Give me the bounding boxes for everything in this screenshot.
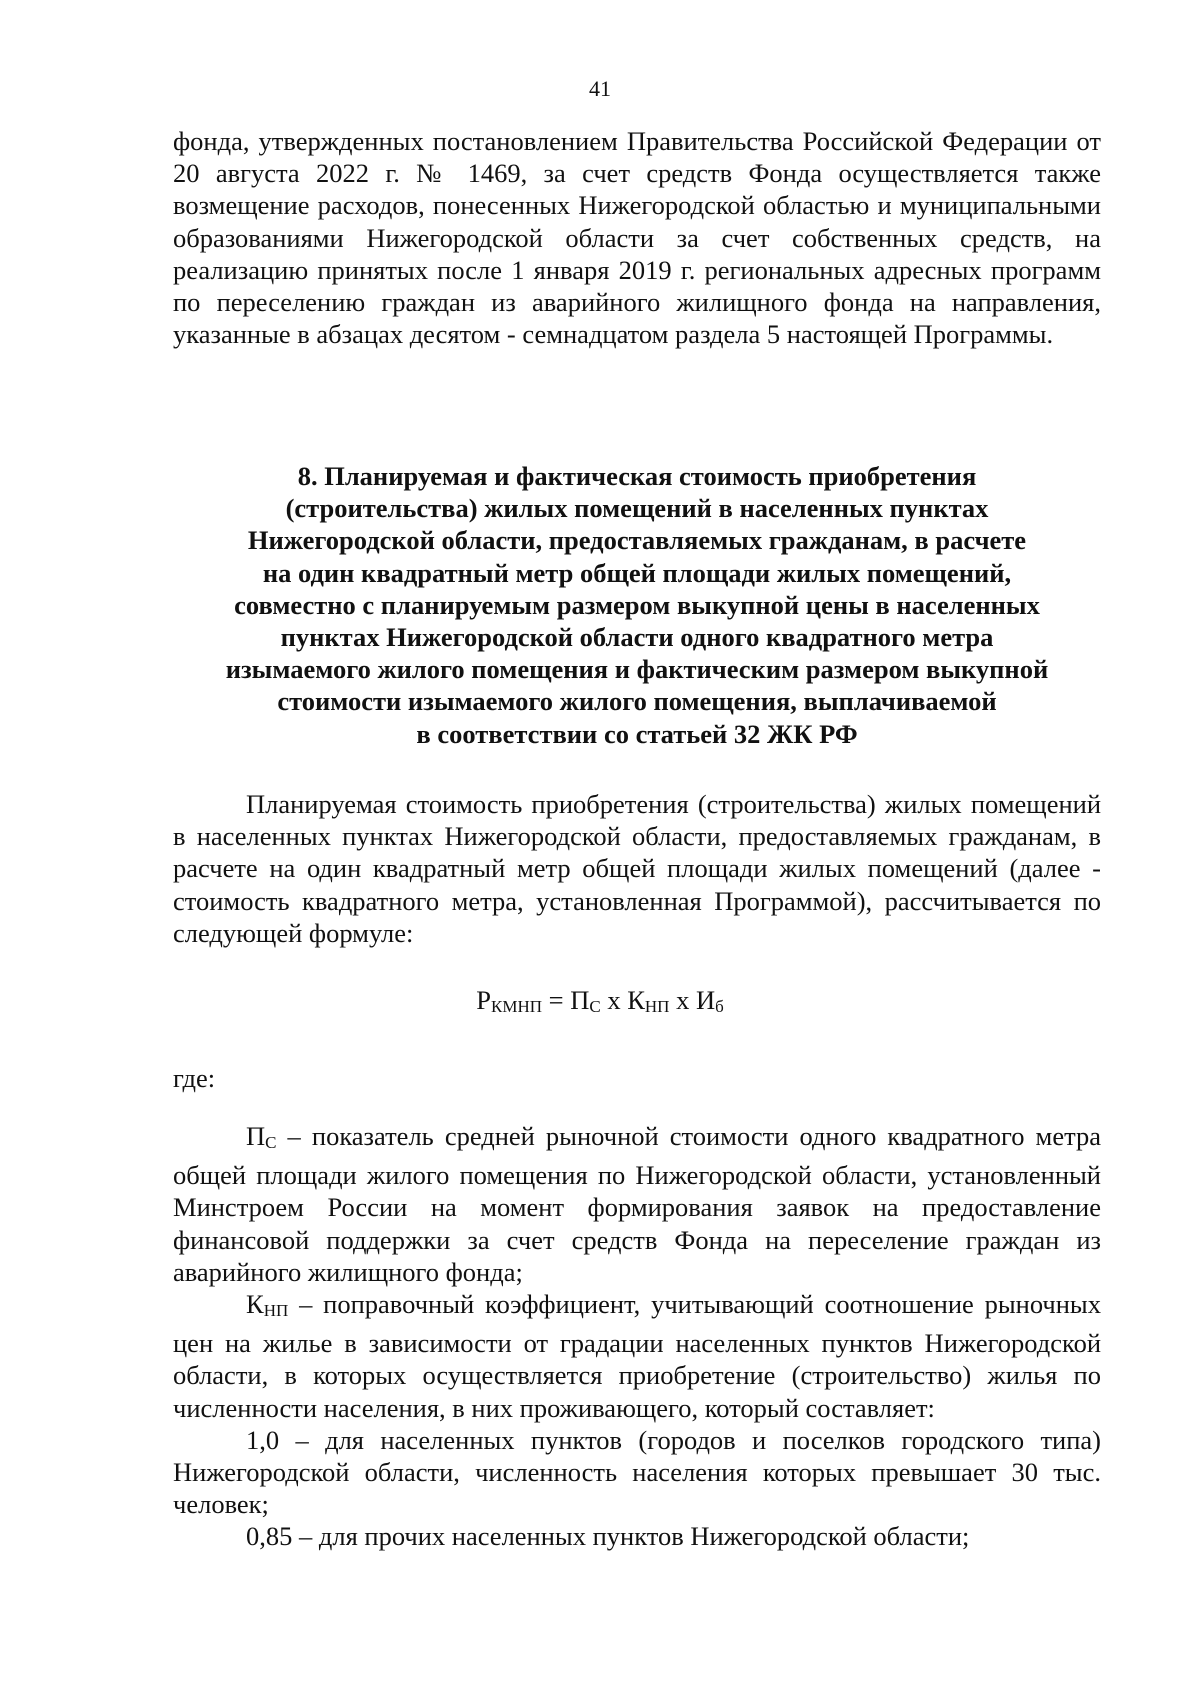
formula-term-knp: К xyxy=(627,985,645,1015)
heading-line: пунктах Нижегородской области одного квадратного метра xyxy=(280,622,994,653)
formula-term-ib: И xyxy=(695,985,716,1015)
heading-line: совместно с планируемым размером выкупной цены в населенных xyxy=(234,589,1040,620)
formula-eq: = xyxy=(542,985,571,1015)
formula-term-ib-sub: б xyxy=(715,997,724,1016)
coefficient-other-towns: 0,85 – для прочих населенных пунктов Нижегородской области; xyxy=(246,1521,970,1552)
heading-line: 8. Планируемая и фактическая стоимость приобретения xyxy=(297,461,977,491)
heading-line: на один квадратный метр общей площади жилых помещений, xyxy=(262,557,1012,588)
heading-line: Нижегородской области, предоставляемых гражданам, в расчете xyxy=(247,525,1027,556)
formula-term-ps: П xyxy=(570,985,590,1015)
definition-ps-symbol: П xyxy=(246,1121,266,1151)
formula-lhs: Р xyxy=(476,985,491,1015)
definition-ps xyxy=(173,1120,1101,1288)
cost-formula xyxy=(0,985,1200,1017)
definition-knp xyxy=(173,1288,1101,1424)
definition-knp-symbol-sub: НП xyxy=(263,1301,289,1321)
heading-line: (строительства) жилых помещений в населенных пунктах xyxy=(285,493,989,524)
heading-line: в соответствии со статьей 32 ЖК РФ xyxy=(416,718,858,749)
page-number: 41 xyxy=(589,76,611,101)
where-label: где: xyxy=(173,1063,216,1093)
definition-knp-text: – поправочный коэффициент, учитывающий соотношение рыночных цен на жилье в зависимости от градации населенных пунктов Нижегородской области, в которых осуществляется приобретение (строительство) жилья по численности населения, в них проживающего, который составляет: xyxy=(173,1289,1101,1423)
formula-term-knp-sub: НП xyxy=(644,997,670,1016)
intro-paragraph: фонда, утвержденных постановлением Правительства Российской Федерации от 20 августа 2022 г. № 1469, за счет средств Фонда осуществляется также возмещение расходов, понесенных Нижегородской областью и муниципальными образованиями Нижегородской области за счет собственных средств, на реализацию принятых после 1 января 2019 г. региональных адресных программ по переселению граждан из аварийного жилищного фонда на направления, указанные в абзацах десятом - семнадцатом раздела 5 настоящей Программы. xyxy=(173,126,1101,350)
cost-block xyxy=(173,788,1101,949)
heading-line: стоимости изымаемого жилого помещения, выплачиваемой xyxy=(277,686,997,717)
intro-block xyxy=(173,125,1101,350)
coefficient-large-towns: 1,0 – для населенных пунктов (городов и поселков городского типа) Нижегородской области, численность населения которых превышает 30 тыс. человек; xyxy=(173,1424,1101,1520)
definitions-block xyxy=(173,1120,1101,1553)
definition-ps-symbol-sub: С xyxy=(265,1133,277,1152)
cost-paragraph: Планируемая стоимость приобретения (строительства) жилых помещений в населенных пунктах Нижегородской области, предоставляемых гражданам, в расчете на один квадратный метр общей площади жилых помещений (далее - стоимость квадратного метра, установленная Программой), рассчитывается по следующей формуле: xyxy=(173,789,1101,948)
formula-term-ps-sub: С xyxy=(589,997,601,1016)
section-heading xyxy=(173,460,1101,750)
heading-line: изымаемого жилого помещения и фактическим размером выкупной xyxy=(225,654,1049,685)
definition-knp-symbol: К xyxy=(246,1289,264,1320)
formula-times: х xyxy=(669,985,696,1015)
definition-ps-text: – показатель средней рыночной стоимости одного квадратного метра общей площади жилого помещения по Нижегородской области, установленный Минстроем России на момент формирования заявок на предоставление финансовой поддержки за счет средств Фонда на переселение граждан из аварийного жилищного фонда; xyxy=(173,1121,1101,1287)
formula-times: х xyxy=(600,985,628,1015)
formula-lhs-sub: КМНП xyxy=(491,997,543,1016)
